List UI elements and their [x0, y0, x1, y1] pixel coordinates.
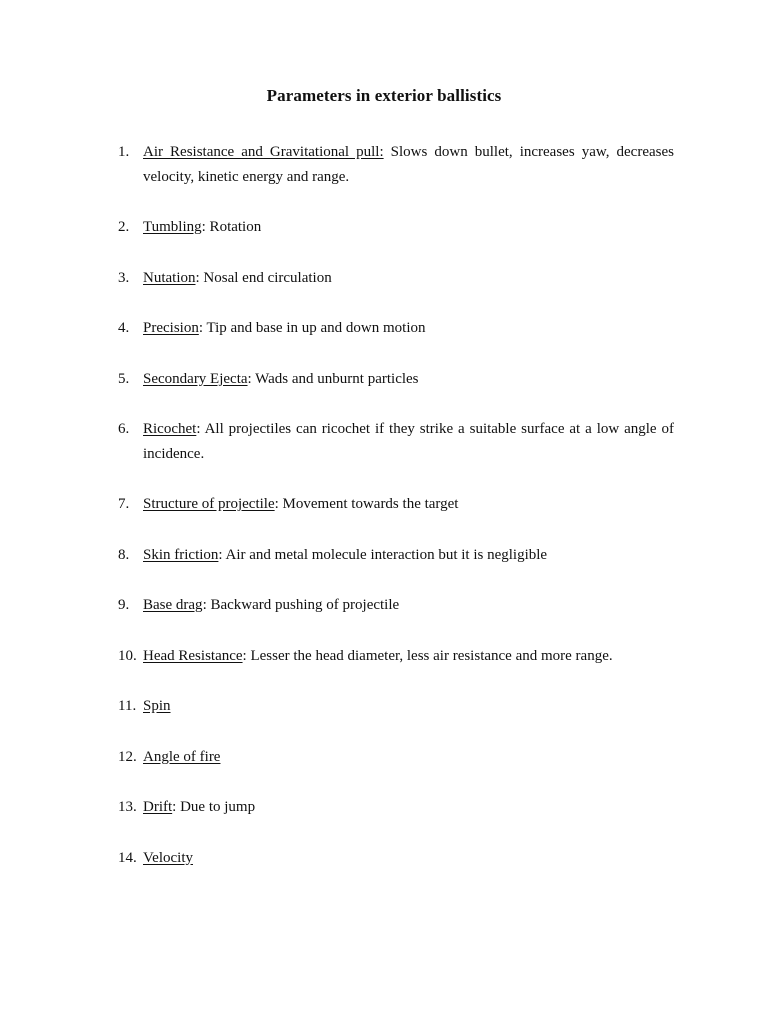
- item-term: Angle of fire: [143, 748, 221, 765]
- item-description: : Nosal end circulation: [195, 269, 332, 286]
- item-term: Tumbling: [143, 219, 202, 235]
- item-description: : Air and metal molecule interaction but it is negligible: [218, 546, 548, 563]
- parameter-list: [118, 140, 674, 896]
- item-number: 7.: [118, 496, 130, 512]
- list-item: [118, 367, 674, 392]
- list-item: [118, 417, 674, 467]
- list-item: [118, 140, 674, 190]
- list-item: [118, 543, 674, 568]
- item-description: : Tip and base in up and down motion: [198, 320, 426, 336]
- item-number: 13.: [118, 799, 137, 815]
- item-number: 2.: [118, 219, 130, 235]
- item-term: Velocity: [143, 849, 193, 866]
- item-description: : Lesser the head diameter, less air resistance and more range.: [242, 647, 613, 664]
- item-term: Precision: [143, 320, 199, 336]
- item-description: : Movement towards the target: [274, 496, 459, 512]
- list-item: [118, 694, 674, 719]
- item-number: 14.: [118, 849, 137, 866]
- document-title: Parameters in exterior ballistics: [266, 86, 502, 105]
- item-term: Drift: [143, 799, 173, 815]
- list-item: [118, 266, 674, 291]
- item-term: Spin: [143, 698, 171, 714]
- item-term: Air Resistance and Gravitational pull:: [143, 144, 384, 160]
- item-term: Structure of projectile: [143, 496, 275, 512]
- item-number: 6.: [118, 421, 130, 437]
- list-item: [118, 795, 674, 820]
- item-number: 12.: [118, 748, 137, 765]
- list-item: [118, 593, 674, 618]
- list-item: [118, 846, 674, 871]
- list-item: [118, 215, 674, 240]
- list-item: [118, 316, 674, 341]
- item-number: 4.: [118, 320, 130, 336]
- item-number: 1.: [118, 144, 130, 160]
- list-item: [118, 492, 674, 517]
- item-term: Secondary Ejecta: [143, 370, 248, 387]
- item-description: : Backward pushing of projectile: [202, 597, 400, 613]
- item-term: Base drag: [143, 597, 203, 613]
- item-description: : All projectiles can ricochet if they strike a suitable surface at a low angle of incidence.: [143, 421, 674, 462]
- item-term: Ricochet: [143, 421, 197, 437]
- item-number: 11.: [118, 698, 137, 714]
- item-description: : Wads and unburnt particles: [247, 370, 419, 387]
- list-item: [118, 745, 674, 770]
- list-item: [118, 644, 674, 669]
- item-term: Head Resistance: [143, 647, 243, 664]
- item-number: 10.: [118, 647, 137, 664]
- item-term: Nutation: [143, 269, 196, 286]
- item-description: Slows down bullet, increases yaw, decreases velocity, kinetic energy and range.: [143, 144, 674, 185]
- item-number: 5.: [118, 370, 130, 387]
- item-term: Skin friction: [143, 546, 219, 563]
- item-description: : Rotation: [201, 219, 262, 235]
- item-description: : Due to jump: [172, 799, 256, 815]
- item-number: 8.: [118, 546, 130, 563]
- item-number: 3.: [118, 269, 130, 286]
- item-number: 9.: [118, 597, 130, 613]
